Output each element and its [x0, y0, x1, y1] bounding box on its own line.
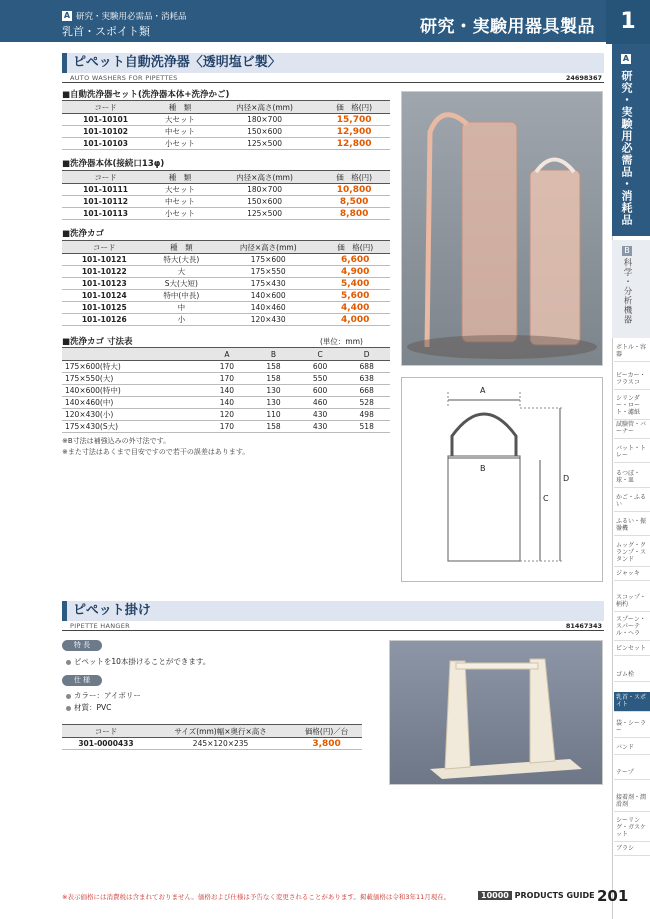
- column-header: 内径×高さ(mm): [216, 241, 320, 254]
- page-header: [0, 0, 650, 42]
- table-row: [62, 314, 390, 326]
- table-dimensions: [62, 347, 390, 433]
- table-cell: 110: [250, 409, 297, 421]
- section-title-washer: ピペット自動洗浄器〈透明塩ビ製〉: [62, 53, 604, 73]
- table-cell: 158: [250, 421, 297, 433]
- spec-item-material: 材質：PVC: [66, 702, 111, 713]
- table-cell: 大セット: [149, 184, 211, 196]
- table-cell: 15,700: [318, 114, 390, 126]
- column-header: コード: [62, 101, 149, 114]
- column-header: 種 類: [149, 101, 211, 114]
- catalog-code-washer: 24698367: [565, 74, 602, 82]
- table-cell: 170: [204, 421, 251, 433]
- divider: [62, 630, 604, 631]
- sidebar-b-badge: B: [622, 246, 632, 256]
- column-header: D: [343, 348, 390, 361]
- feature-pill: 特 長: [62, 640, 102, 651]
- table-wash-basket: [62, 240, 390, 326]
- table-hanger: [62, 724, 362, 750]
- spec-item-color: カラー：アイボリー: [66, 690, 141, 701]
- table-cell: 101-10101: [62, 114, 149, 126]
- table-cell: 小セット: [149, 138, 211, 150]
- table-cell: 101-10123: [62, 278, 147, 290]
- sidebar-item[interactable]: ブラシ: [614, 843, 650, 856]
- divider: [62, 82, 604, 83]
- column-header: A: [204, 348, 251, 361]
- feature-item: ピペットを10本掛けることができます。: [66, 656, 210, 667]
- table-cell: 101-10121: [62, 254, 147, 266]
- sidebar-item[interactable]: ゴム栓: [614, 669, 650, 682]
- table-cell: 特中(中長): [147, 290, 217, 302]
- table-row: [62, 254, 390, 266]
- table-washer-body: [62, 170, 390, 220]
- table-cell: 175×550: [216, 266, 320, 278]
- table-row: [62, 266, 390, 278]
- table-cell: 4,000: [320, 314, 390, 326]
- column-header: 種 類: [149, 171, 211, 184]
- table-row: [62, 290, 390, 302]
- chapter-number: 1: [606, 0, 650, 44]
- footer-note: ※表示価格には消費税は含まれておりません。価格および仕様は予告なく変更されることがあります。掲載価格は令和3年11月現在。: [62, 893, 451, 901]
- table-cell: 140: [204, 385, 251, 397]
- table-cell: 4,400: [320, 302, 390, 314]
- table-header-row: [62, 241, 390, 254]
- table-cell: 550: [297, 373, 344, 385]
- column-header: B: [250, 348, 297, 361]
- table-cell: 中セット: [149, 196, 211, 208]
- unit-label: (単位：mm): [320, 337, 363, 346]
- sub-category-line: 乳首・スポイト類: [62, 25, 150, 38]
- column-header: [62, 348, 204, 361]
- column-header: 価 格(円): [318, 101, 390, 114]
- section-title-hanger: ピペット掛け: [62, 601, 604, 621]
- section-en-washer: AUTO WASHERS FOR PIPETTES: [70, 74, 178, 82]
- section-en-hanger: PIPETTE HANGER: [70, 622, 130, 630]
- sidebar-a-label: 研究・実験用必需品・消耗品: [620, 70, 633, 226]
- table-row: [62, 397, 390, 409]
- table-cell: 498: [343, 409, 390, 421]
- table-cell: 430: [297, 409, 344, 421]
- column-header: 価格(円)／台: [291, 725, 362, 738]
- table-cell: 140: [204, 397, 251, 409]
- spec-pill: 仕 様: [62, 675, 102, 686]
- column-header: 内径×高さ(mm): [211, 171, 318, 184]
- page-number: 201: [597, 887, 629, 905]
- table-cell: 125×500: [211, 138, 318, 150]
- column-header: 価 格(円): [318, 171, 390, 184]
- sidebar-item[interactable]: 接着剤・潤滑剤: [614, 792, 650, 812]
- sidebar-item[interactable]: バット・トレー: [614, 443, 650, 463]
- table-cell: 150×600: [211, 126, 318, 138]
- table-cell: 101-10102: [62, 126, 149, 138]
- note-1: ※B寸法は補強込みの外寸法です。: [62, 437, 171, 445]
- table-cell: 5,400: [320, 278, 390, 290]
- sidebar-item[interactable]: テープ: [614, 767, 650, 780]
- column-header: コード: [62, 241, 147, 254]
- table-row: [62, 184, 390, 196]
- table-cell: 600: [297, 361, 344, 373]
- sidebar-item[interactable]: スコップ・柄杓: [614, 592, 650, 612]
- products-guide: 10000 PRODUCTS GUIDE: [478, 891, 595, 900]
- table-row: [62, 361, 390, 373]
- table-cell: 120×430(小): [62, 409, 204, 421]
- dim-label-a: A: [480, 386, 486, 395]
- sidebar-item[interactable]: 乳首・スポイト: [614, 692, 650, 712]
- table-row: [62, 196, 390, 208]
- table-cell: 430: [297, 421, 344, 433]
- table-row: [62, 114, 390, 126]
- table-cell: 101-10124: [62, 290, 147, 302]
- sidebar-item[interactable]: シリンダー・ロート・濾紙: [614, 393, 650, 420]
- header-title: 研究・実験用器具製品: [420, 17, 595, 37]
- table-cell: 12,800: [318, 138, 390, 150]
- table-cell: 688: [343, 361, 390, 373]
- table-cell: 3,800: [291, 738, 362, 750]
- table-cell: 175×600(特大): [62, 361, 204, 373]
- table-row: [62, 421, 390, 433]
- sidebar-item[interactable]: るつぼ・球・皿: [614, 468, 650, 488]
- table-label-kago: ■洗浄カゴ: [62, 229, 105, 239]
- sidebar-b-label: 科学・分析機器: [622, 258, 632, 325]
- catalog-code-hanger: 81467343: [565, 622, 602, 630]
- table-cell: 101-10112: [62, 196, 149, 208]
- column-header: 内径×高さ(mm): [211, 101, 318, 114]
- table-row: [62, 278, 390, 290]
- table-cell: 140×460: [216, 302, 320, 314]
- table-row: [62, 138, 390, 150]
- table-cell: 101-10103: [62, 138, 149, 150]
- table-cell: 10,800: [318, 184, 390, 196]
- table-cell: 101-10111: [62, 184, 149, 196]
- table-row: [62, 208, 390, 220]
- column-header: C: [297, 348, 344, 361]
- sidebar-item[interactable]: シーリング・ガスケット: [614, 815, 650, 842]
- table-cell: 中: [147, 302, 217, 314]
- table-cell: 101-10113: [62, 208, 149, 220]
- sidebar-item[interactable]: 試験管・バーナー: [614, 419, 650, 439]
- table-cell: 175×600: [216, 254, 320, 266]
- sidebar-item[interactable]: スプーン・スパーテル・ヘラ: [614, 614, 650, 641]
- table-cell: 180×700: [211, 114, 318, 126]
- sidebar-item[interactable]: ムッグ・クランプ・スタンド: [614, 540, 650, 567]
- table-cell: 175×430: [216, 278, 320, 290]
- sidebar-item[interactable]: ジャッキ: [614, 568, 650, 581]
- dimension-diagram: [401, 377, 603, 582]
- table-cell: 5,600: [320, 290, 390, 302]
- table-washer-set: [62, 100, 390, 150]
- table-cell: 301-0000433: [62, 738, 150, 750]
- table-row: [62, 409, 390, 421]
- sidebar-section-a[interactable]: [612, 44, 650, 236]
- table-cell: 8,500: [318, 196, 390, 208]
- table-cell: 180×700: [211, 184, 318, 196]
- table-cell: 大: [147, 266, 217, 278]
- table-cell: 特大(大長): [147, 254, 217, 266]
- table-row: [62, 738, 362, 750]
- table-cell: 101-10126: [62, 314, 147, 326]
- sidebar-item[interactable]: ピンセット: [614, 643, 650, 656]
- table-cell: 518: [343, 421, 390, 433]
- column-header: コード: [62, 725, 150, 738]
- table-cell: 12,900: [318, 126, 390, 138]
- table-row: [62, 302, 390, 314]
- table-cell: 120×430: [216, 314, 320, 326]
- table-row: [62, 385, 390, 397]
- sidebar-section-b[interactable]: [612, 240, 650, 338]
- sidebar-a-badge: A: [622, 54, 630, 63]
- table-cell: 150×600: [211, 196, 318, 208]
- hanger-photo: [389, 640, 603, 785]
- table-cell: 170: [204, 361, 251, 373]
- dim-label-d: D: [563, 474, 570, 483]
- sidebar-item[interactable]: バンド: [614, 742, 650, 755]
- table-label-body: ■洗浄器本体(接続口13φ): [62, 159, 165, 169]
- table-cell: 130: [250, 397, 297, 409]
- table-cell: 6,600: [320, 254, 390, 266]
- table-cell: 4,900: [320, 266, 390, 278]
- column-header: サイズ(mm)幅×奥行×高さ: [150, 725, 291, 738]
- table-cell: 中セット: [149, 126, 211, 138]
- column-header: 種 類: [147, 241, 217, 254]
- table-cell: 130: [250, 385, 297, 397]
- table-label-dim: ■洗浄カゴ 寸法表: [62, 337, 133, 347]
- table-cell: 101-10125: [62, 302, 147, 314]
- table-header-row: [62, 101, 390, 114]
- dim-label-c: C: [543, 494, 549, 503]
- table-header-row: [62, 348, 390, 361]
- table-cell: 101-10122: [62, 266, 147, 278]
- table-cell: 600: [297, 385, 344, 397]
- table-cell: 158: [250, 361, 297, 373]
- sidebar-item[interactable]: ふるい・振盪機: [614, 516, 650, 536]
- category-badge: A: [63, 11, 71, 20]
- sidebar-item[interactable]: 袋・シーラー: [614, 718, 650, 738]
- table-cell: 175×430(S大): [62, 421, 204, 433]
- column-header: 価 格(円): [320, 241, 390, 254]
- washer-photo: [401, 91, 603, 366]
- column-header: コード: [62, 171, 149, 184]
- table-cell: 175×550(大): [62, 373, 204, 385]
- table-cell: 460: [297, 397, 344, 409]
- table-cell: 小セット: [149, 208, 211, 220]
- table-cell: 小: [147, 314, 217, 326]
- table-cell: S大(大短): [147, 278, 217, 290]
- table-cell: 170: [204, 373, 251, 385]
- table-cell: 大セット: [149, 114, 211, 126]
- table-header-row: [62, 171, 390, 184]
- table-cell: 638: [343, 373, 390, 385]
- table-cell: 528: [343, 397, 390, 409]
- table-cell: 120: [204, 409, 251, 421]
- table-cell: 140×600: [216, 290, 320, 302]
- sidebar-item[interactable]: ビーカー・フラスコ: [614, 370, 650, 390]
- sidebar-item[interactable]: ボトル・容器: [614, 342, 650, 362]
- table-cell: 140×460(中): [62, 397, 204, 409]
- table-cell: 125×500: [211, 208, 318, 220]
- table-cell: 668: [343, 385, 390, 397]
- table-cell: 8,800: [318, 208, 390, 220]
- sidebar-item[interactable]: かご・ふるい: [614, 492, 650, 512]
- note-2: ※また寸法はあくまで目安ですので若干の誤差はあります。: [62, 448, 250, 456]
- table-row: [62, 373, 390, 385]
- table-row: [62, 126, 390, 138]
- table-header-row: [62, 725, 362, 738]
- dim-label-b: B: [480, 464, 486, 473]
- table-cell: 158: [250, 373, 297, 385]
- table-cell: 245×120×235: [150, 738, 291, 750]
- table-label-set: ■自動洗浄器セット(洗浄器本体+洗浄かご): [62, 90, 230, 100]
- table-cell: 140×600(特中): [62, 385, 204, 397]
- category-line: 研究・実験用必需品・消耗品: [76, 12, 187, 22]
